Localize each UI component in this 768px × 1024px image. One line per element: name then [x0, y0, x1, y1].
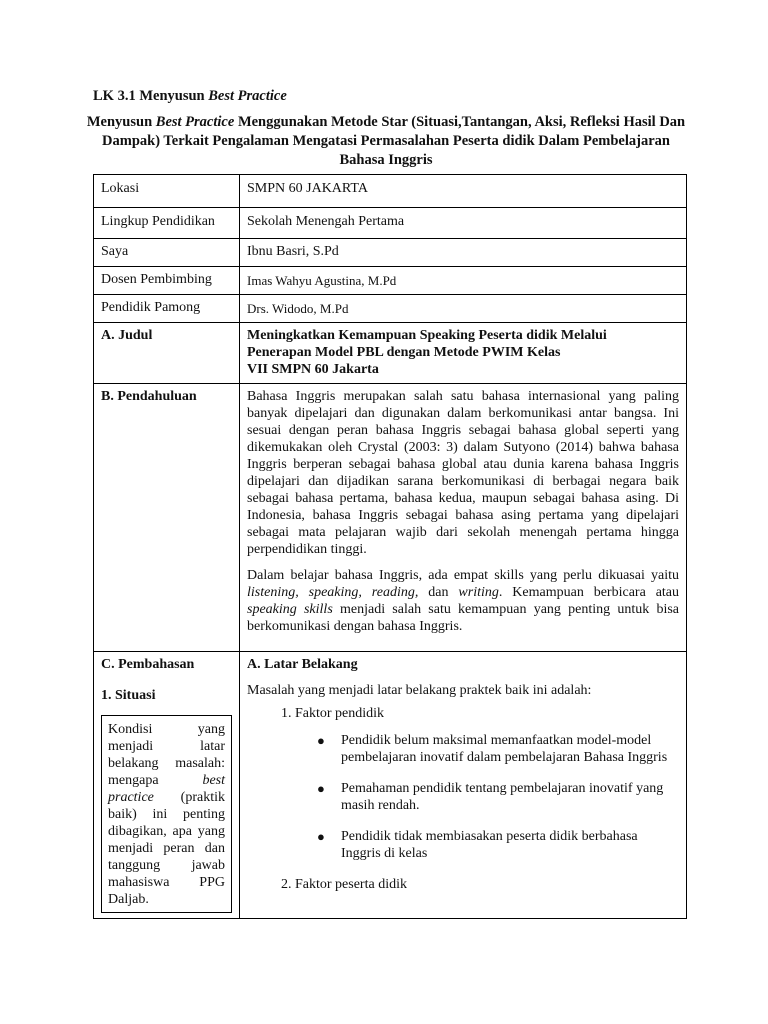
faktor-item: 1. Faktor pendidik ● Pendidik belum maksimal memanfaatkan model-model pembelajaran inovatif dalam pembelajaran Bahasa Inggris ● Pemahaman pendidik tentang pembelajaran inovatif yang masih rendah. ● Pendidik tidak membiasakan peserta didik berbahasa Inggris di kelas	[295, 705, 679, 862]
row-label: Lingkup Pendidikan	[94, 208, 240, 239]
best-practice-table	[93, 174, 687, 919]
row-label: Saya	[94, 239, 240, 267]
row-value: Imas Wahyu Agustina, M.Pd	[240, 267, 687, 295]
bullet-icon: ●	[317, 781, 325, 796]
judul-line-1: Meningkatkan Kemampuan Speaking Peserta didik Melalui	[247, 328, 607, 343]
pembahasan-row	[94, 652, 687, 919]
row-value: SMPN 60 JAKARTA	[240, 175, 687, 208]
judul-label: A. Judul	[94, 323, 240, 384]
info-row-lingkup	[94, 208, 687, 239]
worksheet-label: LK 3.1 Menyusun Best Practice	[93, 88, 287, 104]
row-label: Dosen Pembimbing	[94, 267, 240, 295]
row-value: Ibnu Basri, S.Pd	[240, 239, 687, 267]
latar-belakang-heading: A. Latar Belakang	[247, 657, 358, 672]
info-row-lokasi	[94, 175, 687, 208]
info-row-pamong	[94, 295, 687, 323]
latar-belakang-intro: Masalah yang menjadi latar belakang praktek baik ini adalah:	[247, 683, 592, 698]
info-row-saya	[94, 239, 687, 267]
bullet-icon: ●	[317, 733, 325, 748]
faktor-list	[247, 705, 679, 893]
list-item: ● Pemahaman pendidik tentang pembelajaran inovatif yang masih rendah.	[317, 781, 664, 813]
row-value: Drs. Widodo, M.Pd	[240, 295, 687, 323]
judul-content	[240, 323, 687, 384]
pembahasan-right	[240, 652, 687, 919]
row-label: Pendidik Pamong	[94, 295, 240, 323]
situasi-label: 1. Situasi	[101, 688, 156, 703]
list-item: ● Pendidik belum maksimal memanfaatkan model-model pembelajaran inovatif dalam pembelajaran Bahasa Inggris	[317, 733, 668, 765]
pembahasan-left	[94, 652, 240, 919]
judul-line-2: Penerapan Model PBL dengan Metode PWIM Kelas	[247, 345, 561, 360]
judul-row	[94, 323, 687, 384]
pembahasan-label: C. Pembahasan	[101, 657, 195, 672]
faktor-pendidik-bullets	[295, 732, 679, 862]
info-row-dosen	[94, 267, 687, 295]
pendahuluan-paragraph-2: Dalam belajar bahasa Inggris, ada empat skills yang perlu dikuasai yaitu listening, speaking, reading, dan writing. Kemampuan berbicara atau speaking skills menjadi salah satu kemampuan yang penting untuk bisa berkomunikasi dengan bahasa Inggris.	[247, 568, 680, 634]
bullet-icon: ●	[317, 829, 325, 844]
judul-line-3: VII SMPN 60 Jakarta	[247, 362, 379, 377]
pendahuluan-content	[240, 384, 687, 652]
pendahuluan-label: B. Pendahuluan	[94, 384, 240, 652]
pendahuluan-row	[94, 384, 687, 652]
pendahuluan-paragraph-1: Bahasa Inggris merupakan salah satu bahasa internasional yang paling banyak dipelajari dan digunakan dalam berkomunikasi antar bangsa. Ini sesuai dengan peran bahasa Inggris sebagai bahasa global seperti yang dikemukakan oleh Crystal (2003: 3) dalam Sutyono (2014) bahwa bahasa Inggris berperan sebagai bahasa global atau dunia karena bahasa Inggris dipelajari dan dijadikan sarana berkomunikasi di berbagai negara baik sebagai bahasa pertama, bahasa kedua, maupun sebagai bahasa asing. Di Indonesia, bahasa Inggris sebagai bahasa asing pertama yang dipelajari sebagai mata pelajaran wajib dari sekolah menengah pertama hingga perpendidikan tinggi.	[247, 389, 679, 557]
row-label: Lokasi	[94, 175, 240, 208]
document-title: Menyusun Best Practice Menggunakan Metode Star (Situasi,Tantangan, Aksi, Refleksi Hasil Dan Dampak) Terkait Pengalaman Mengatasi Permasalahan Peserta didik Dalam Pembelajaran Bahasa Inggris	[86, 114, 686, 168]
faktor-item: 2. Faktor peserta didik	[295, 876, 679, 893]
situasi-guidance-box: Kondisi yang menjadi latar belakang masalah: mengapa best practice (praktik baik) ini penting dibagikan, apa yang menjadi peran dan tanggung jawab mahasiswa PPG Daljab.	[101, 715, 232, 913]
row-value: Sekolah Menengah Pertama	[240, 208, 687, 239]
list-item: ● Pendidik tidak membiasakan peserta didik berbahasa Inggris di kelas	[317, 829, 638, 861]
